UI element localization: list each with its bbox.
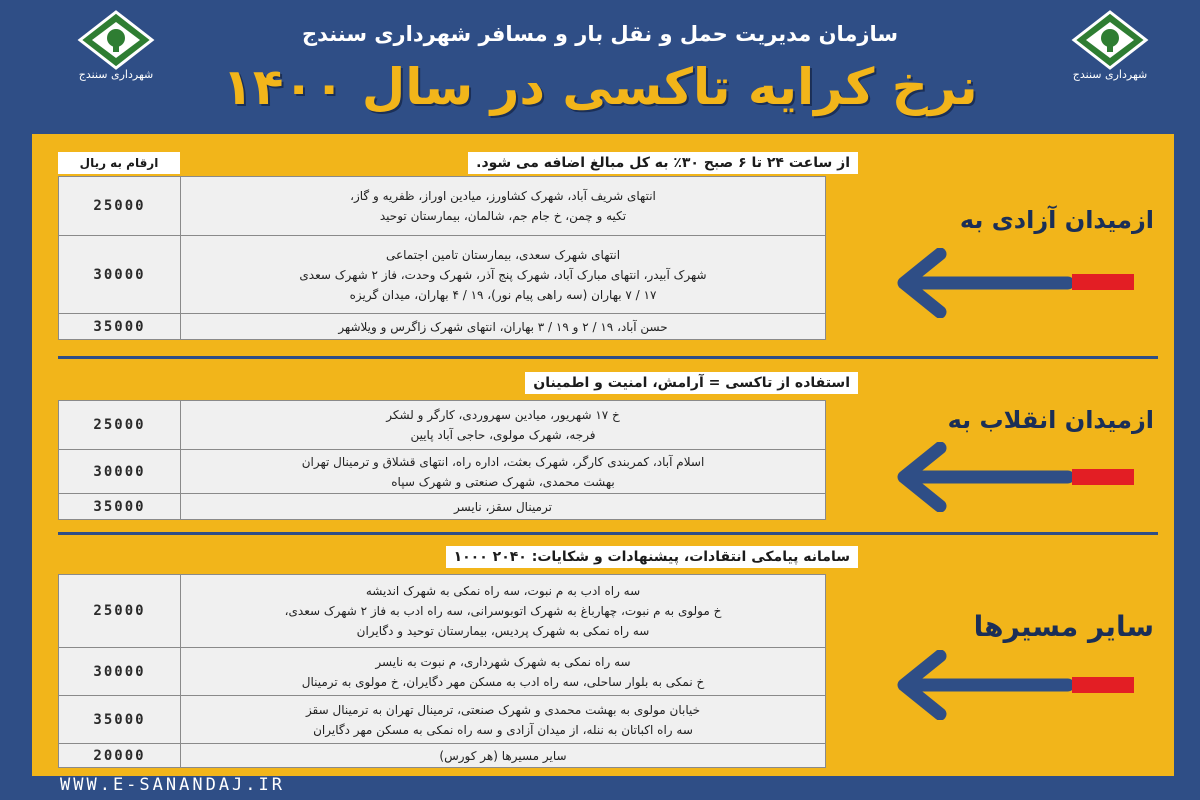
fare-table: [58, 400, 826, 520]
route-label: سایر مسیرها: [973, 610, 1154, 643]
logo-caption: شهرداری سنندج: [1072, 68, 1148, 81]
destinations: [181, 494, 825, 519]
section-enghelab: [32, 362, 1174, 532]
fare-price: 30000: [59, 648, 181, 695]
destinations: [181, 744, 825, 767]
website-url: WWW.E-SANANDAJ.IR: [60, 775, 285, 795]
section-note: استفاده از تاکسی = آرامش، امنیت و اطمینان: [525, 372, 858, 394]
destination-line: ترمینال سقز، نایسر: [454, 499, 552, 514]
section-azadi: [32, 134, 1174, 362]
red-marker: [1072, 469, 1134, 485]
table-row: [59, 493, 825, 519]
fare-price: 25000: [59, 401, 181, 449]
destination-line: خ نمکی به بلوار ساحلی، سه راه ادب به مسکن مهر دگایران، خ مولوی به ترمینال: [301, 674, 705, 689]
destinations: [181, 696, 825, 743]
arrow-left-icon: [892, 442, 1072, 512]
fare-price: 35000: [59, 314, 181, 339]
destinations: [181, 401, 825, 449]
destination-line: خیابان مولوی به بهشت محمدی و شهرک صنعتی، ترمینال تهران به ترمینال سقز: [305, 702, 701, 717]
destinations: [181, 575, 825, 647]
fare-price: 20000: [59, 744, 181, 767]
destination-line: انتهای شهرک سعدی، بیمارستان تامین اجتماعی: [385, 247, 621, 262]
table-row: [59, 401, 825, 449]
table-row: [59, 449, 825, 493]
section-note: سامانه پیامکی انتقادات، پیشنهادات و شکایات: ۲۰۴۰ ۱۰۰۰: [446, 546, 858, 568]
destination-line: سه راه اکباتان به ننله، از میدان آزادی و سه راه نمکی به مسکن مهر دگایران: [313, 722, 693, 737]
table-row: [59, 235, 825, 313]
red-marker: [1072, 677, 1134, 693]
route-label: ازمیدان آزادی به: [959, 206, 1154, 234]
header: [0, 0, 1200, 128]
section-divider: [58, 356, 1158, 359]
destination-line: بهشت محمدی، شهرک صنعتی و شهرک سپاه: [391, 474, 615, 489]
unit-label: ارقام به ریال: [58, 152, 180, 174]
destination-line: اسلام آباد، کمربندی کارگر، شهرک بعثت، اداره راه، انتهای قشلاق و ترمینال تهران: [301, 454, 705, 469]
destinations: [181, 648, 825, 695]
destination-line: تکیه و چمن، خ جام جم، شالمان، بیمارستان توحید: [379, 209, 627, 223]
table-row: [59, 743, 825, 767]
route-label: ازمیدان انقلاب به: [947, 406, 1154, 434]
destination-line: سه راه نمکی به شهرک شهرداری، م نبوت به نایسر: [375, 654, 631, 669]
table-row: [59, 177, 825, 235]
destinations: [181, 236, 825, 313]
section-other-routes: [32, 538, 1174, 776]
destination-line: حسن آباد، ۱۹ / ۲ و ۱۹ / ۳ بهاران، انتهای شهرک زاگرس و ویلاشهر: [338, 319, 668, 334]
fare-price: 35000: [59, 494, 181, 519]
destinations: [181, 450, 825, 493]
section-note: از ساعت ۲۴ تا ۶ صبح ۳۰٪ به کل مبالغ اضافه می شود.: [468, 152, 858, 174]
table-row: [59, 695, 825, 743]
destination-line: سه راه ادب به م نبوت، سه راه نمکی به شهرک اندیشه: [365, 584, 641, 598]
destinations: [181, 314, 825, 339]
fare-price: 25000: [59, 177, 181, 235]
destination-line: سایر مسیرها (هر کورس): [439, 748, 567, 763]
fare-price: 30000: [59, 450, 181, 493]
table-row: [59, 575, 825, 647]
fare-price: 30000: [59, 236, 181, 313]
fare-table: [58, 176, 826, 340]
fare-table: [58, 574, 826, 768]
table-row: [59, 313, 825, 339]
destination-line: انتهای شریف آباد، شهرک کشاورز، میادین اوراز، ظفریه و گاز،: [350, 189, 656, 203]
section-divider: [58, 532, 1158, 535]
fare-panel: [32, 134, 1174, 776]
fare-price: 25000: [59, 575, 181, 647]
table-row: [59, 647, 825, 695]
destinations: [181, 177, 825, 235]
arrow-left-icon: [892, 248, 1072, 318]
destination-line: خ ۱۷ شهریور، میادین سهروردی، کارگر و لشکر: [386, 408, 620, 422]
page-title: نرخ کرایه تاکسی در سال ۱۴۰۰: [222, 58, 978, 116]
destination-line: فرجه، شهرک مولوی، حاجی آباد پایین: [410, 428, 596, 442]
logo-caption: شهرداری سنندج: [78, 68, 154, 81]
arrow-left-icon: [892, 650, 1072, 720]
fare-price: 35000: [59, 696, 181, 743]
destination-line: خ مولوی به م نبوت، چهارباغ به شهرک اتوبوسرانی، سه راه ادب به فاز ۲ شهرک سعدی،: [284, 604, 722, 618]
red-marker: [1072, 274, 1134, 290]
destination-line: ۱۷ / ۷ بهاران (سه راهی پیام نور)، ۱۹ / ۴ بهاران، میدان گریزه: [349, 287, 657, 302]
organization-name: سازمان مدیریت حمل و نقل بار و مسافر شهرداری سنندج: [301, 22, 899, 46]
destination-line: سه راه نمکی به شهرک پردیس، بیمارستان توحید و دگایران: [356, 624, 650, 638]
destination-line: شهرک آبیدر، انتهای مبارک آباد، شهرک پنج آذر، شهرک وحدت، فاز ۲ شهرک سعدی: [299, 267, 707, 282]
